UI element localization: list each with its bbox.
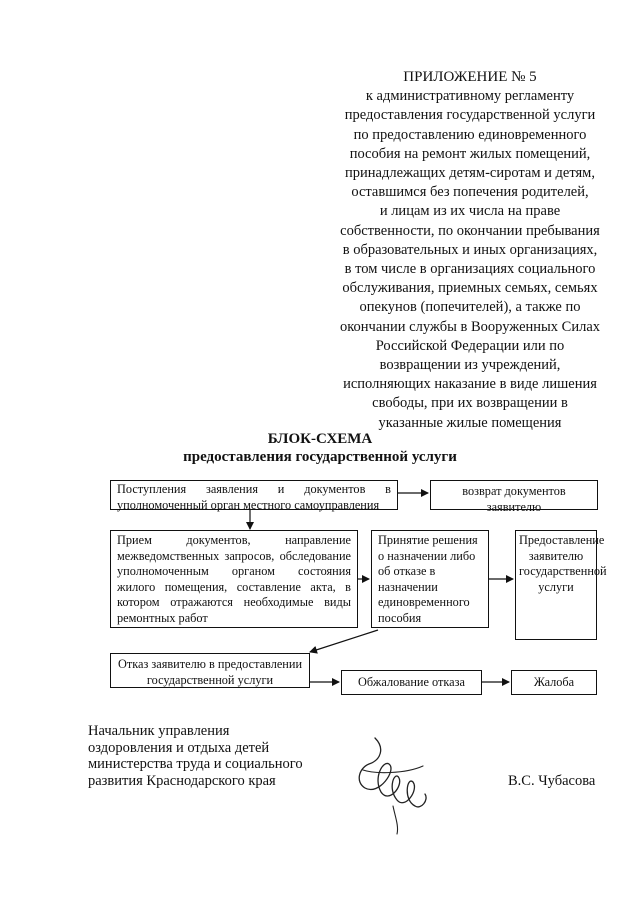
box-complaint-text: Жалоба bbox=[533, 675, 575, 689]
arrow-decision-to-refusal bbox=[310, 630, 378, 652]
box-refusal-text: Отказ заявителю в предоставлении государственной услуги bbox=[117, 657, 303, 687]
signatory-title-line: Начальник управления bbox=[88, 723, 230, 739]
annex-line: и лицам из их числа на праве bbox=[379, 203, 561, 220]
box-intake bbox=[110, 530, 358, 628]
handwritten-signature bbox=[345, 730, 435, 840]
box-receipt-text: Поступления заявления и документов в уполномоченный орган местного самоуправления bbox=[117, 482, 391, 512]
annex-line: оставшимся без попечения родителей, bbox=[351, 184, 589, 201]
scheme-title: БЛОК-СХЕМА bbox=[267, 431, 373, 447]
annex-line: опекунов (попечителей), а также по bbox=[359, 299, 581, 316]
annex-line: к административному регламенту bbox=[365, 88, 575, 105]
box-receipt bbox=[110, 480, 398, 510]
annex-line: в образовательных и иных организациях, bbox=[342, 241, 598, 258]
signatory-name: В.С. Чубасова bbox=[508, 773, 596, 789]
signatory-title-line: министерства труда и социального bbox=[88, 756, 303, 773]
box-decision bbox=[371, 530, 489, 628]
annex-line: исполняющих наказание в виде лишения bbox=[343, 376, 597, 393]
annex-line: возвращении из учреждений, bbox=[379, 357, 561, 374]
box-return-docs-text: возврат документов заявителю bbox=[462, 484, 566, 514]
annex-line: указанные жилые помещения bbox=[378, 414, 562, 431]
annex-line: свободы, при их возвращении в bbox=[372, 395, 568, 412]
box-return-docs bbox=[430, 480, 598, 514]
annex-line: в том числе в организациях социального bbox=[344, 261, 596, 278]
box-provision bbox=[515, 530, 607, 640]
box-provision-text: Предоставление заявителю государственной услуги bbox=[519, 533, 607, 594]
box-appeal bbox=[341, 670, 482, 695]
annex-line: предоставления государственной услуги bbox=[344, 107, 596, 124]
signatory-title bbox=[88, 723, 303, 789]
annex-line: по предоставлению единовременного bbox=[353, 126, 587, 143]
annex-line: пособия на ремонт жилых помещений, bbox=[349, 145, 591, 162]
signatory-title-line: оздоровления и отдыха детей bbox=[88, 739, 270, 756]
annex-line: Российской Федерации или по bbox=[375, 337, 565, 354]
box-intake-text: Прием документов, направление межведомственных запросов, обследование уполномоченным органом состояния жилого помещения, составление акта, в котором отражаются необходимые виды ремонтных работ bbox=[117, 533, 351, 625]
annex-line: принадлежащих детям-сиротам и детям, bbox=[345, 165, 595, 182]
annex-line: обслуживания, приемных семьях, семьях bbox=[342, 280, 598, 297]
box-refusal bbox=[110, 653, 310, 688]
annex-line: окончании службы в Вооруженных Силах bbox=[339, 318, 601, 335]
signatory-title-line: развития Краснодарского края bbox=[88, 772, 276, 789]
annex-line: собственности, по окончании пребывания bbox=[340, 222, 600, 239]
box-appeal-text: Обжалование отказа bbox=[358, 675, 465, 689]
scheme-subtitle: предоставления государственной услуги bbox=[183, 449, 457, 465]
box-decision-text: Принятие решения о назначении либо об отказе в назначении единовременного пособия bbox=[378, 533, 478, 625]
annex-heading: ПРИЛОЖЕНИЕ № 5 bbox=[403, 69, 537, 85]
box-complaint bbox=[511, 670, 597, 695]
